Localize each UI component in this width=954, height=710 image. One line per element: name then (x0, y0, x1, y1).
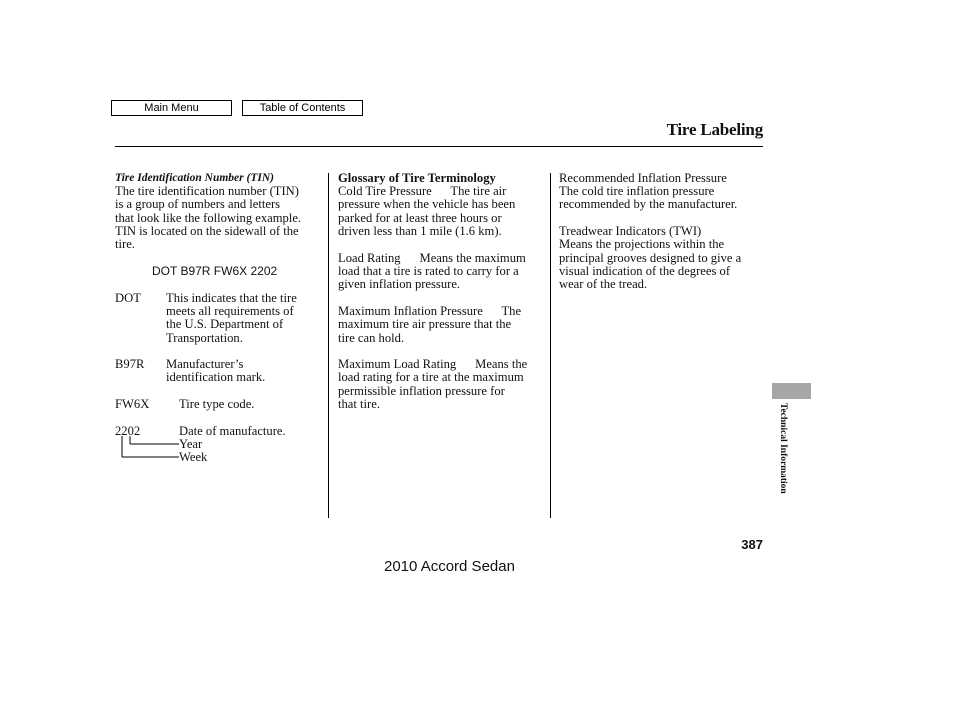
glossary-term-line: Load Rating Means the maximum (338, 251, 526, 265)
column-divider (550, 173, 551, 518)
tin-code-description: Manufacturer’s (166, 357, 244, 371)
tin-code-description: This indicates that the tire (166, 291, 297, 305)
glossary-term-line: Treadwear Indicators (TWI) (559, 224, 702, 238)
page-title: Tire Labeling (666, 120, 763, 139)
tin-intro-line: that look like the following example. (115, 211, 302, 225)
glossary-term-line: permissible inflation pressure for (338, 384, 505, 398)
section-tab (772, 383, 811, 399)
date-year-label: Year (179, 437, 203, 451)
glossary-term-line: Maximum Inflation Pressure The (338, 304, 522, 318)
tin-intro-line: TIN is located on the sidewall of the (115, 224, 299, 238)
glossary-term-line: load that a tire is rated to carry for a (338, 264, 519, 278)
glossary-term-line: given inflation pressure. (338, 277, 461, 291)
glossary-term-line: Recommended Inflation Pressure (559, 171, 727, 185)
glossary-term-line: parked for at least three hours or (338, 211, 502, 225)
glossary-term-line: Maximum Load Rating Means the (338, 357, 528, 371)
tin-code-description: identification mark. (166, 370, 266, 384)
section-label: Technical Information (778, 403, 788, 494)
page-number: 387 (741, 537, 763, 552)
tin-heading: Tire Identification Number (TIN) (115, 172, 274, 184)
glossary-term-line: pressure when the vehicle has been (338, 197, 516, 211)
glossary-term-line: principal grooves designed to give a (559, 251, 742, 265)
tin-intro-line: tire. (115, 237, 135, 251)
glossary-term-line: Means the projections within the (559, 237, 725, 251)
tin-code-b97r: B97R (115, 357, 145, 371)
glossary-term-line: that tire. (338, 397, 380, 411)
glossary-term-line: load rating for a tire at the maximum (338, 370, 524, 384)
tin-code-description: Date of manufacture. (179, 424, 286, 438)
date-week-label: Week (179, 450, 208, 464)
glossary-term-line: Cold Tire Pressure The tire air (338, 184, 507, 198)
tin-code-description: Transportation. (166, 331, 243, 345)
glossary-term-line: tire can hold. (338, 331, 405, 345)
tin-code-fw6x: FW6X (115, 397, 150, 411)
tin-code-dot: DOT (115, 291, 141, 305)
tin-example: DOT B97R FW6X 2202 (152, 264, 278, 278)
glossary-term-line: recommended by the manufacturer. (559, 197, 738, 211)
glossary-term-line: maximum tire air pressure that the (338, 317, 512, 331)
glossary-term-line: driven less than 1 mile (1.6 km). (338, 224, 502, 238)
date-code-diagram (115, 436, 185, 462)
tin-code-description: Tire type code. (179, 397, 255, 411)
tin-intro-line: is a group of numbers and letters (115, 197, 281, 211)
tin-intro-line: The tire identification number (TIN) (115, 184, 299, 198)
tin-code-date: 2202 (115, 424, 141, 438)
glossary-term-line: wear of the tread. (559, 277, 648, 291)
footer-model: 2010 Accord Sedan (384, 558, 515, 575)
main-menu-button[interactable]: Main Menu (111, 100, 232, 116)
table-of-contents-button[interactable]: Table of Contents (242, 100, 363, 116)
glossary-term-line: visual indication of the degrees of (559, 264, 731, 278)
glossary-heading: Glossary of Tire Terminology (338, 171, 496, 185)
glossary-term-line: The cold tire inflation pressure (559, 184, 715, 198)
column-divider (328, 173, 329, 518)
tin-code-description: the U.S. Department of (166, 317, 284, 331)
tin-code-description: meets all requirements of (166, 304, 294, 318)
title-divider (115, 146, 763, 147)
